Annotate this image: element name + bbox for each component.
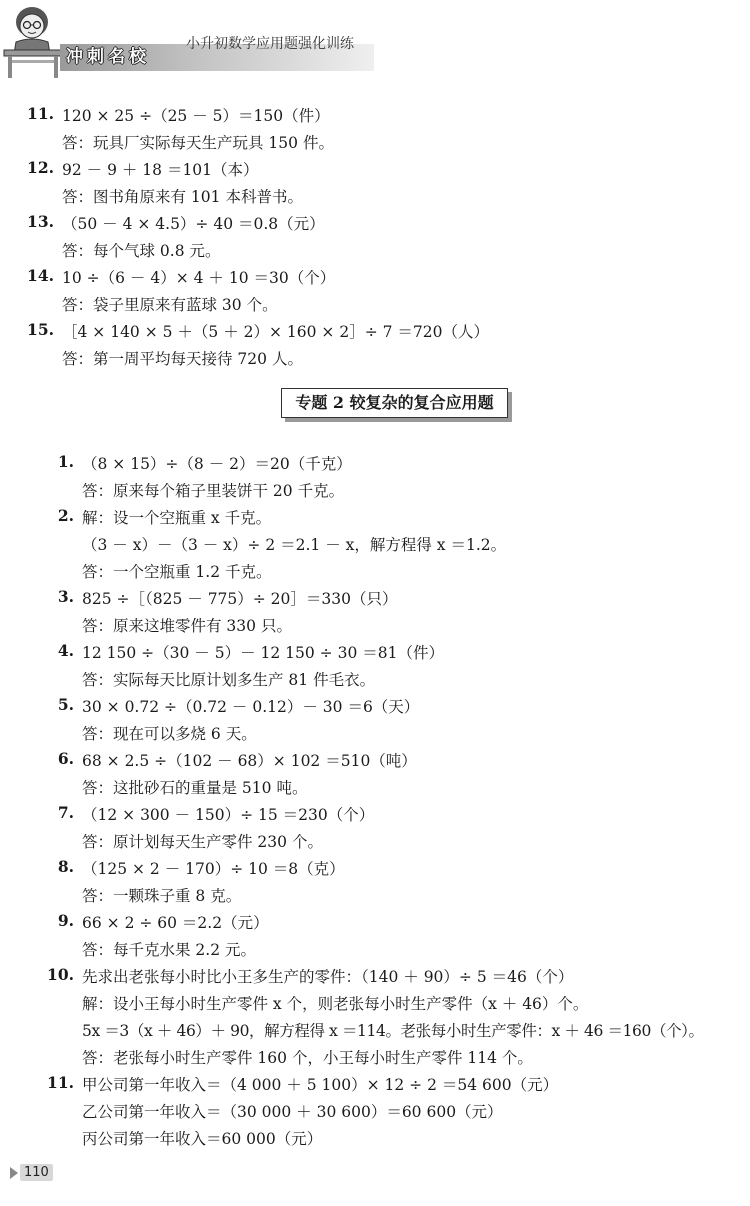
section-heading: 专题 2 较复杂的复合应用题 <box>281 388 508 418</box>
item-line: 66 × 2 ÷ 60 ＝2.2（元） <box>82 914 269 932</box>
series-title: 小升初数学应用题强化训练 <box>186 36 354 52</box>
item-number: 11. <box>27 104 54 123</box>
mascot-teacher-icon <box>2 2 64 80</box>
item-number: 12. <box>27 158 54 177</box>
item-number: 6. <box>57 749 74 768</box>
item-number: 13. <box>27 212 54 231</box>
item-line: （12 × 300 － 150）÷ 15 ＝230（个） <box>82 806 375 824</box>
item-number: 7. <box>57 803 74 822</box>
item-line: 乙公司第一年收入＝（30 000 ＋ 30 600）＝60 600（元） <box>82 1103 503 1121</box>
item-line: 92 － 9 ＋ 18 ＝101（本） <box>62 161 259 179</box>
item-line: 答：原计划每天生产零件 230 个。 <box>82 833 323 851</box>
page-header <box>0 0 750 84</box>
item-line: 5x ＝3（x ＋ 46）＋ 90，解方程得 x ＝114。老张每小时生产零件：x ＋ 46 ＝160（个）。 <box>82 1022 704 1040</box>
item-number: 4. <box>57 641 74 660</box>
item-line: 答：袋子里原来有蓝球 30 个。 <box>62 296 278 314</box>
item-number: 1. <box>57 452 74 471</box>
item-line: 12 150 ÷（30 － 5）－ 12 150 ÷ 30 ＝81（件） <box>82 644 444 662</box>
item-line: （125 × 2 － 170）÷ 10 ＝8（克） <box>82 860 345 878</box>
item-line: 答：每个气球 0.8 元。 <box>62 242 221 260</box>
item-number: 10. <box>47 965 74 984</box>
item-number: 2. <box>57 506 74 525</box>
item-line: （50 － 4 × 4.5）÷ 40 ＝0.8（元） <box>62 215 325 233</box>
item-line: 68 × 2.5 ÷（102 － 68）× 102 ＝510（吨） <box>82 752 417 770</box>
item-line: 甲公司第一年收入＝（4 000 ＋ 5 100）× 12 ÷ 2 ＝54 600（元） <box>82 1076 559 1094</box>
item-line: 答：每千克水果 2.2 元。 <box>82 941 257 959</box>
item-line: 答：实际每天比原计划多生产 81 件毛衣。 <box>82 671 376 689</box>
item-line: 答：老张每小时生产零件 160 个，小王每小时生产零件 114 个。 <box>82 1049 533 1067</box>
item-line: 120 × 25 ÷（25 － 5）＝150（件） <box>62 107 330 125</box>
item-line: 解：设一个空瓶重 x 千克。 <box>82 509 272 527</box>
item-line: 30 × 0.72 ÷（0.72 － 0.12）－ 30 ＝6（天） <box>82 698 420 716</box>
page-number-label: 110 <box>20 1164 53 1181</box>
item-number: 15. <box>27 320 54 339</box>
item-number: 14. <box>27 266 54 285</box>
item-line: 825 ÷［（825 － 775）÷ 20］＝330（只） <box>82 590 398 608</box>
item-line: ［4 × 140 × 5 ＋（5 ＋ 2）× 160 × 2］÷ 7 ＝720（人） <box>62 323 489 341</box>
item-line: 先求出老张每小时比小王多生产的零件：（140 ＋ 90）÷ 5 ＝46（个） <box>82 968 574 986</box>
item-line: 答：现在可以多烧 6 天。 <box>82 725 257 743</box>
item-line: 答：这批砂石的重量是 510 吨。 <box>82 779 308 797</box>
page-marker-icon <box>10 1167 18 1179</box>
page-number <box>10 1164 53 1184</box>
item-line: （3 － x）－（3 － x）÷ 2 ＝2.1 － x，解方程得 x ＝1.2。 <box>82 536 507 554</box>
item-line: 答：原来每个箱子里装饼干 20 千克。 <box>82 482 345 500</box>
item-line: 答：原来这堆零件有 330 只。 <box>82 617 292 635</box>
item-line: 答：一个空瓶重 1.2 千克。 <box>82 563 272 581</box>
item-number: 5. <box>57 695 74 714</box>
item-number: 11. <box>47 1073 74 1092</box>
item-number: 3. <box>57 587 74 606</box>
item-line: （8 × 15）÷（8 － 2）＝20（千克） <box>82 455 352 473</box>
item-line: 解：设小王每小时生产零件 x 个，则老张每小时生产零件（x ＋ 46）个。 <box>82 995 589 1013</box>
item-line: 答：一颗珠子重 8 克。 <box>82 887 242 905</box>
item-number: 9. <box>57 911 74 930</box>
item-line: 10 ÷（6 － 4）× 4 ＋ 10 ＝30（个） <box>62 269 336 287</box>
item-number: 8. <box>57 857 74 876</box>
item-line: 答：第一周平均每天接待 720 人。 <box>62 350 303 368</box>
item-line: 丙公司第一年收入＝60 000（元） <box>82 1130 323 1148</box>
item-line: 答：图书角原来有 101 本科普书。 <box>62 188 303 206</box>
brand-label: 冲刺名校 <box>66 47 150 67</box>
item-line: 答：玩具厂实际每天生产玩具 150 件。 <box>62 134 334 152</box>
